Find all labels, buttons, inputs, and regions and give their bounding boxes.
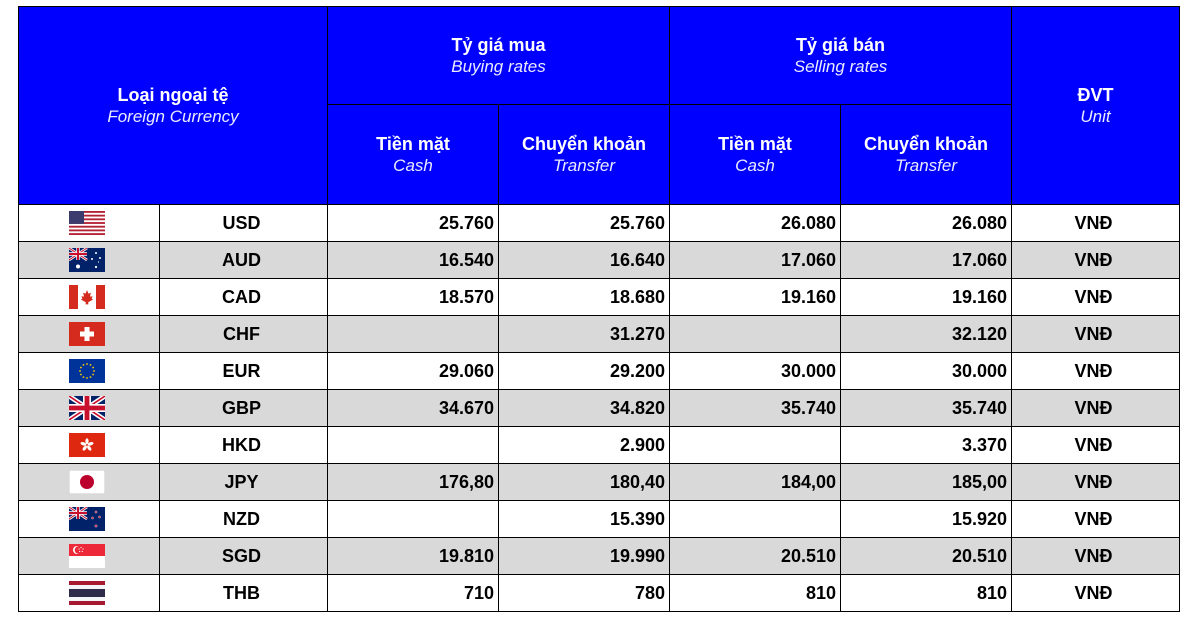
unit-value: VNĐ (1012, 205, 1180, 242)
buying-rates-header (328, 7, 670, 105)
currency-code: CAD (160, 279, 328, 316)
flag-cell (19, 390, 160, 427)
buy-cash-header-en: Cash (393, 155, 433, 175)
buy-cash-value (328, 316, 499, 353)
sell-transfer-header (841, 105, 1012, 205)
table-row (19, 575, 1180, 612)
buy-cash-value (328, 501, 499, 538)
flag-cell (19, 242, 160, 279)
sell-cash-header-en: Cash (735, 155, 775, 175)
sell-transfer-header-en: Transfer (894, 155, 958, 175)
sell-cash-value (670, 501, 841, 538)
buy-cash-header-vi: Tiền mặt (376, 133, 450, 154)
sg-flag-icon (69, 544, 105, 568)
nz-flag-icon (69, 507, 105, 531)
unit-value: VNĐ (1012, 390, 1180, 427)
sell-transfer-value: 32.120 (841, 316, 1012, 353)
flag-cell (19, 575, 160, 612)
sell-transfer-value: 15.920 (841, 501, 1012, 538)
currency-header-en: Foreign Currency (107, 106, 239, 126)
buying-header-vi: Tỷ giá mua (451, 34, 546, 55)
buy-transfer-header (499, 105, 670, 205)
unit-value: VNĐ (1012, 538, 1180, 575)
table-row (19, 205, 1180, 242)
buy-cash-value: 710 (328, 575, 499, 612)
selling-header-en: Selling rates (793, 56, 888, 76)
currency-code: HKD (160, 427, 328, 464)
ca-flag-icon (69, 285, 105, 309)
currency-code: JPY (160, 464, 328, 501)
buy-cash-value: 16.540 (328, 242, 499, 279)
buy-cash-value: 19.810 (328, 538, 499, 575)
table-row (19, 538, 1180, 575)
sell-cash-value: 30.000 (670, 353, 841, 390)
currency-code: AUD (160, 242, 328, 279)
currency-code: CHF (160, 316, 328, 353)
buy-transfer-header-vi: Chuyển khoản (522, 133, 647, 154)
sell-cash-value: 20.510 (670, 538, 841, 575)
unit-value: VNĐ (1012, 353, 1180, 390)
sell-cash-value: 17.060 (670, 242, 841, 279)
sell-cash-value: 26.080 (670, 205, 841, 242)
table-row (19, 464, 1180, 501)
currency-code: SGD (160, 538, 328, 575)
currency-header-vi: Loại ngoại tệ (117, 84, 229, 105)
sell-cash-value: 810 (670, 575, 841, 612)
buy-transfer-value: 34.820 (499, 390, 670, 427)
flag-cell (19, 501, 160, 538)
unit-column-header (1012, 7, 1180, 205)
sell-transfer-value: 20.510 (841, 538, 1012, 575)
unit-value: VNĐ (1012, 279, 1180, 316)
buy-transfer-value: 19.990 (499, 538, 670, 575)
unit-value: VNĐ (1012, 242, 1180, 279)
buy-transfer-value: 2.900 (499, 427, 670, 464)
buy-cash-value: 18.570 (328, 279, 499, 316)
currency-column-header (19, 7, 328, 205)
sell-transfer-value: 35.740 (841, 390, 1012, 427)
buy-cash-value: 176,80 (328, 464, 499, 501)
buying-header-en: Buying rates (451, 56, 546, 76)
currency-code: GBP (160, 390, 328, 427)
sell-transfer-value: 19.160 (841, 279, 1012, 316)
table-row (19, 390, 1180, 427)
sell-cash-value: 19.160 (670, 279, 841, 316)
table-row (19, 316, 1180, 353)
buy-transfer-value: 16.640 (499, 242, 670, 279)
selling-header-vi: Tỷ giá bán (796, 34, 886, 55)
currency-code: EUR (160, 353, 328, 390)
currency-code: THB (160, 575, 328, 612)
sell-transfer-value: 30.000 (841, 353, 1012, 390)
selling-rates-header (670, 7, 1012, 105)
table-row (19, 353, 1180, 390)
sell-transfer-value: 17.060 (841, 242, 1012, 279)
buy-transfer-value: 29.200 (499, 353, 670, 390)
buy-transfer-header-en: Transfer (552, 155, 616, 175)
buy-cash-value: 29.060 (328, 353, 499, 390)
buy-transfer-value: 18.680 (499, 279, 670, 316)
buy-cash-value: 25.760 (328, 205, 499, 242)
table-row (19, 427, 1180, 464)
table-row (19, 242, 1180, 279)
sell-transfer-value: 185,00 (841, 464, 1012, 501)
buy-cash-header (328, 105, 499, 205)
jp-flag-icon (69, 470, 105, 494)
sell-cash-value: 184,00 (670, 464, 841, 501)
sell-cash-header (670, 105, 841, 205)
flag-cell (19, 353, 160, 390)
exchange-rate-table (18, 6, 1180, 612)
sell-cash-value (670, 427, 841, 464)
eu-flag-icon (69, 359, 105, 383)
buy-transfer-value: 25.760 (499, 205, 670, 242)
flag-cell (19, 279, 160, 316)
unit-value: VNĐ (1012, 501, 1180, 538)
buy-transfer-value: 31.270 (499, 316, 670, 353)
flag-cell (19, 464, 160, 501)
buy-cash-value: 34.670 (328, 390, 499, 427)
table-row (19, 279, 1180, 316)
gb-flag-icon (69, 396, 105, 420)
flag-cell (19, 427, 160, 464)
unit-value: VNĐ (1012, 575, 1180, 612)
ch-flag-icon (69, 322, 105, 346)
th-flag-icon (69, 581, 105, 605)
unit-value: VNĐ (1012, 464, 1180, 501)
sell-transfer-value: 3.370 (841, 427, 1012, 464)
sell-transfer-value: 26.080 (841, 205, 1012, 242)
flag-cell (19, 205, 160, 242)
au-flag-icon (69, 248, 105, 272)
currency-code: USD (160, 205, 328, 242)
currency-code: NZD (160, 501, 328, 538)
rate-rows (19, 205, 1180, 612)
sell-transfer-header-vi: Chuyển khoản (864, 133, 989, 154)
unit-header-vi: ĐVT (1077, 84, 1114, 105)
buy-transfer-value: 780 (499, 575, 670, 612)
sell-cash-header-vi: Tiền mặt (718, 133, 792, 154)
sell-transfer-value: 810 (841, 575, 1012, 612)
buy-transfer-value: 180,40 (499, 464, 670, 501)
us-flag-icon (69, 211, 105, 235)
buy-transfer-value: 15.390 (499, 501, 670, 538)
hk-flag-icon (69, 433, 105, 457)
flag-cell (19, 316, 160, 353)
flag-cell (19, 538, 160, 575)
unit-value: VNĐ (1012, 316, 1180, 353)
table-row (19, 501, 1180, 538)
sell-cash-value (670, 316, 841, 353)
buy-cash-value (328, 427, 499, 464)
unit-value: VNĐ (1012, 427, 1180, 464)
unit-header-en: Unit (1080, 106, 1111, 126)
sell-cash-value: 35.740 (670, 390, 841, 427)
